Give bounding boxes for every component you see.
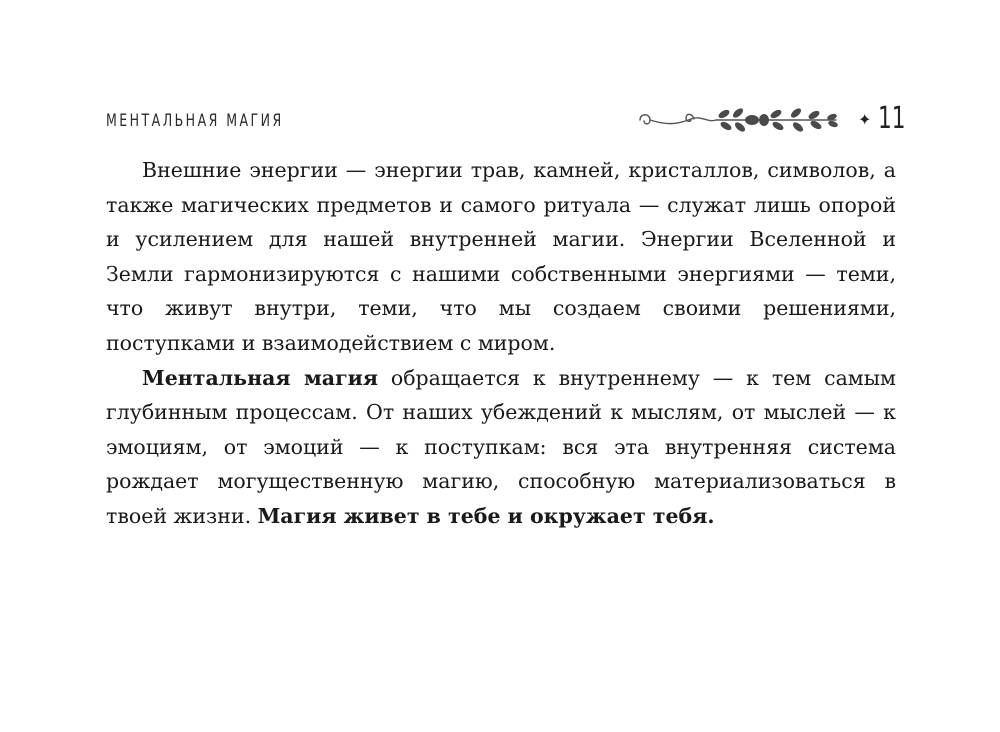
page-header — [106, 101, 906, 138]
body-text — [106, 153, 896, 534]
star-ornament-icon: ✦ — [858, 110, 872, 129]
bold-closing-phrase: Магия живет в тебе и окружает тебя. — [257, 503, 715, 528]
paragraph-text: обращается к внутреннему — к тем самым глубинным процессам. От наших убеждений к мыслям, от мыслей — к эмоциям, от эмоций — к поступкам: вся эта внутренняя система рождает могущественную магию, способную материализоваться в твоей жизни. — [106, 365, 897, 528]
paragraph — [106, 361, 896, 534]
running-title: МЕНТАЛЬНАЯ МАГИЯ — [106, 111, 284, 131]
bold-lead-phrase: Ментальная магия — [142, 365, 379, 390]
floral-ornament-icon — [636, 103, 848, 137]
page-number: 11 — [878, 101, 906, 136]
paragraph-text: Внешние энергии — энергии трав, камней, кристаллов, символов, а также магических предметов и самого ритуала — служат лишь опорой и усилением для нашей внутренней магии. Энергии Вселенной и Земли гармонизируются с нашими собственными энергиями — теми, что живут внутри, теми, что мы создаем своими решениями, поступками и взаимодействием с миром. — [106, 158, 896, 355]
paragraph — [106, 153, 896, 361]
